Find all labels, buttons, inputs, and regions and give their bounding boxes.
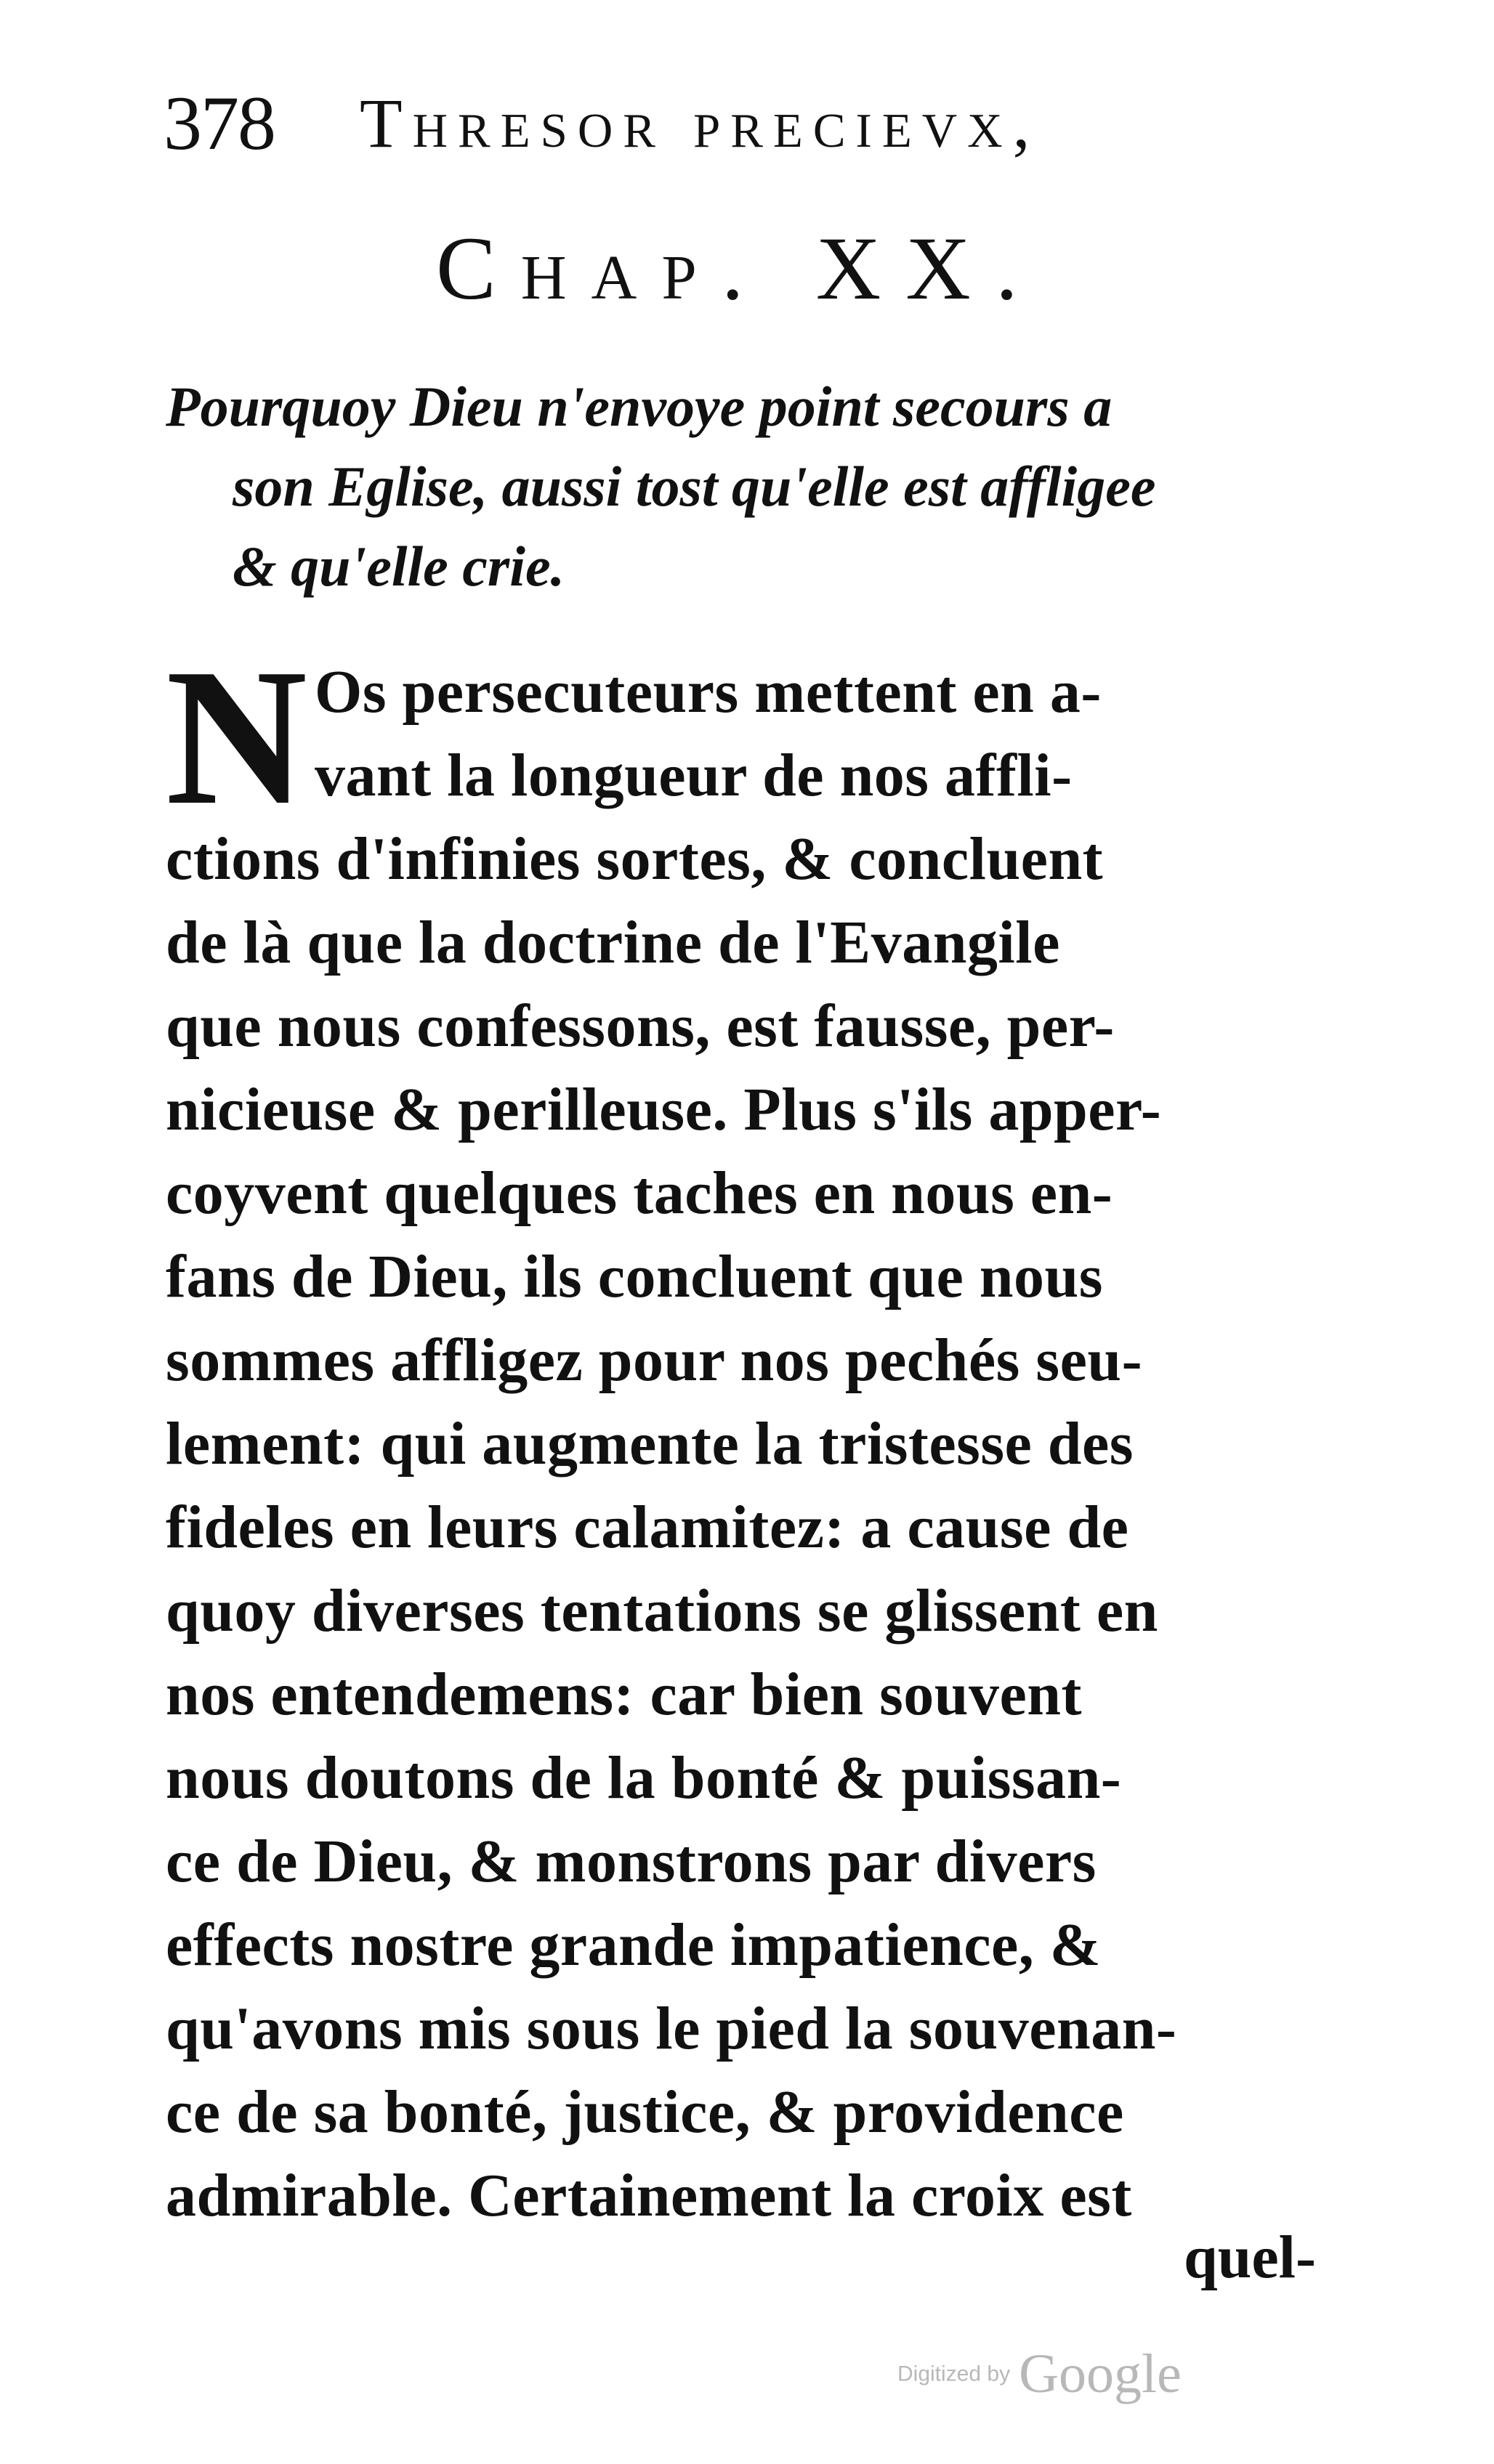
subtitle-line: & qu'elle crie. (233, 535, 565, 598)
drop-cap: N (166, 628, 307, 846)
text-line: Os persecuteurs mettent en a- (315, 658, 1102, 726)
running-head: Thresor precievx, (360, 84, 1041, 162)
text-line: ce de Dieu, & monstrons par divers (166, 1828, 1097, 1895)
text-line: vant la longueur de nos affli- (315, 742, 1073, 809)
text-line: fans de Dieu, ils concluent que nous (166, 1243, 1103, 1310)
text-line: nicieuse & perilleuse. Plus s'ils apper- (166, 1076, 1162, 1143)
chapter-title: Chap. XX. (436, 219, 1043, 318)
text-line: admirable. Certainement la croix est (166, 2162, 1132, 2229)
text-line: que nous confessons, est fausse, per- (166, 992, 1115, 1060)
subtitle-line: son Eglise, aussi tost qu'elle est affligee (233, 455, 1156, 518)
watermark-prefix: Digitized by (897, 2362, 1011, 2386)
watermark-brand: Google (1019, 2343, 1182, 2404)
subtitle-line: Pourquoy Dieu n'envoye point secours a (166, 375, 1113, 438)
text-line: fideles en leurs calamitez: a cause de (166, 1494, 1129, 1561)
text-line: effects nostre grande impatience, & (166, 1911, 1102, 1979)
body-text (166, 628, 1336, 2237)
text-line: coyvent quelques taches en nous en- (166, 1159, 1113, 1227)
page-header (163, 76, 1297, 171)
text-line: ce de sa bonté, justice, & providence (166, 2078, 1124, 2146)
text-line: de là que la doctrine de l'Evangile (166, 909, 1060, 976)
chapter-subtitle (166, 367, 1343, 607)
text-line: qu'avons mis sous le pied la souvenan- (166, 1995, 1177, 2062)
text-line: nos entendemens: car bien souvent (166, 1661, 1082, 1728)
text-line: lement: qui augmente la tristesse des (166, 1410, 1134, 1478)
text-line: quoy diverses tentations se glissent en (166, 1577, 1158, 1645)
text-line: sommes affligez pour nos pechés seu- (166, 1326, 1143, 1394)
digitization-watermark (897, 2343, 1182, 2406)
page-number: 378 (163, 81, 275, 166)
catchword: quel- (1183, 2224, 1316, 2291)
text-line: nous doutons de la bonté & puissan- (166, 1744, 1122, 1812)
text-line: ctions d'infinies sortes, & concluent (166, 825, 1104, 893)
